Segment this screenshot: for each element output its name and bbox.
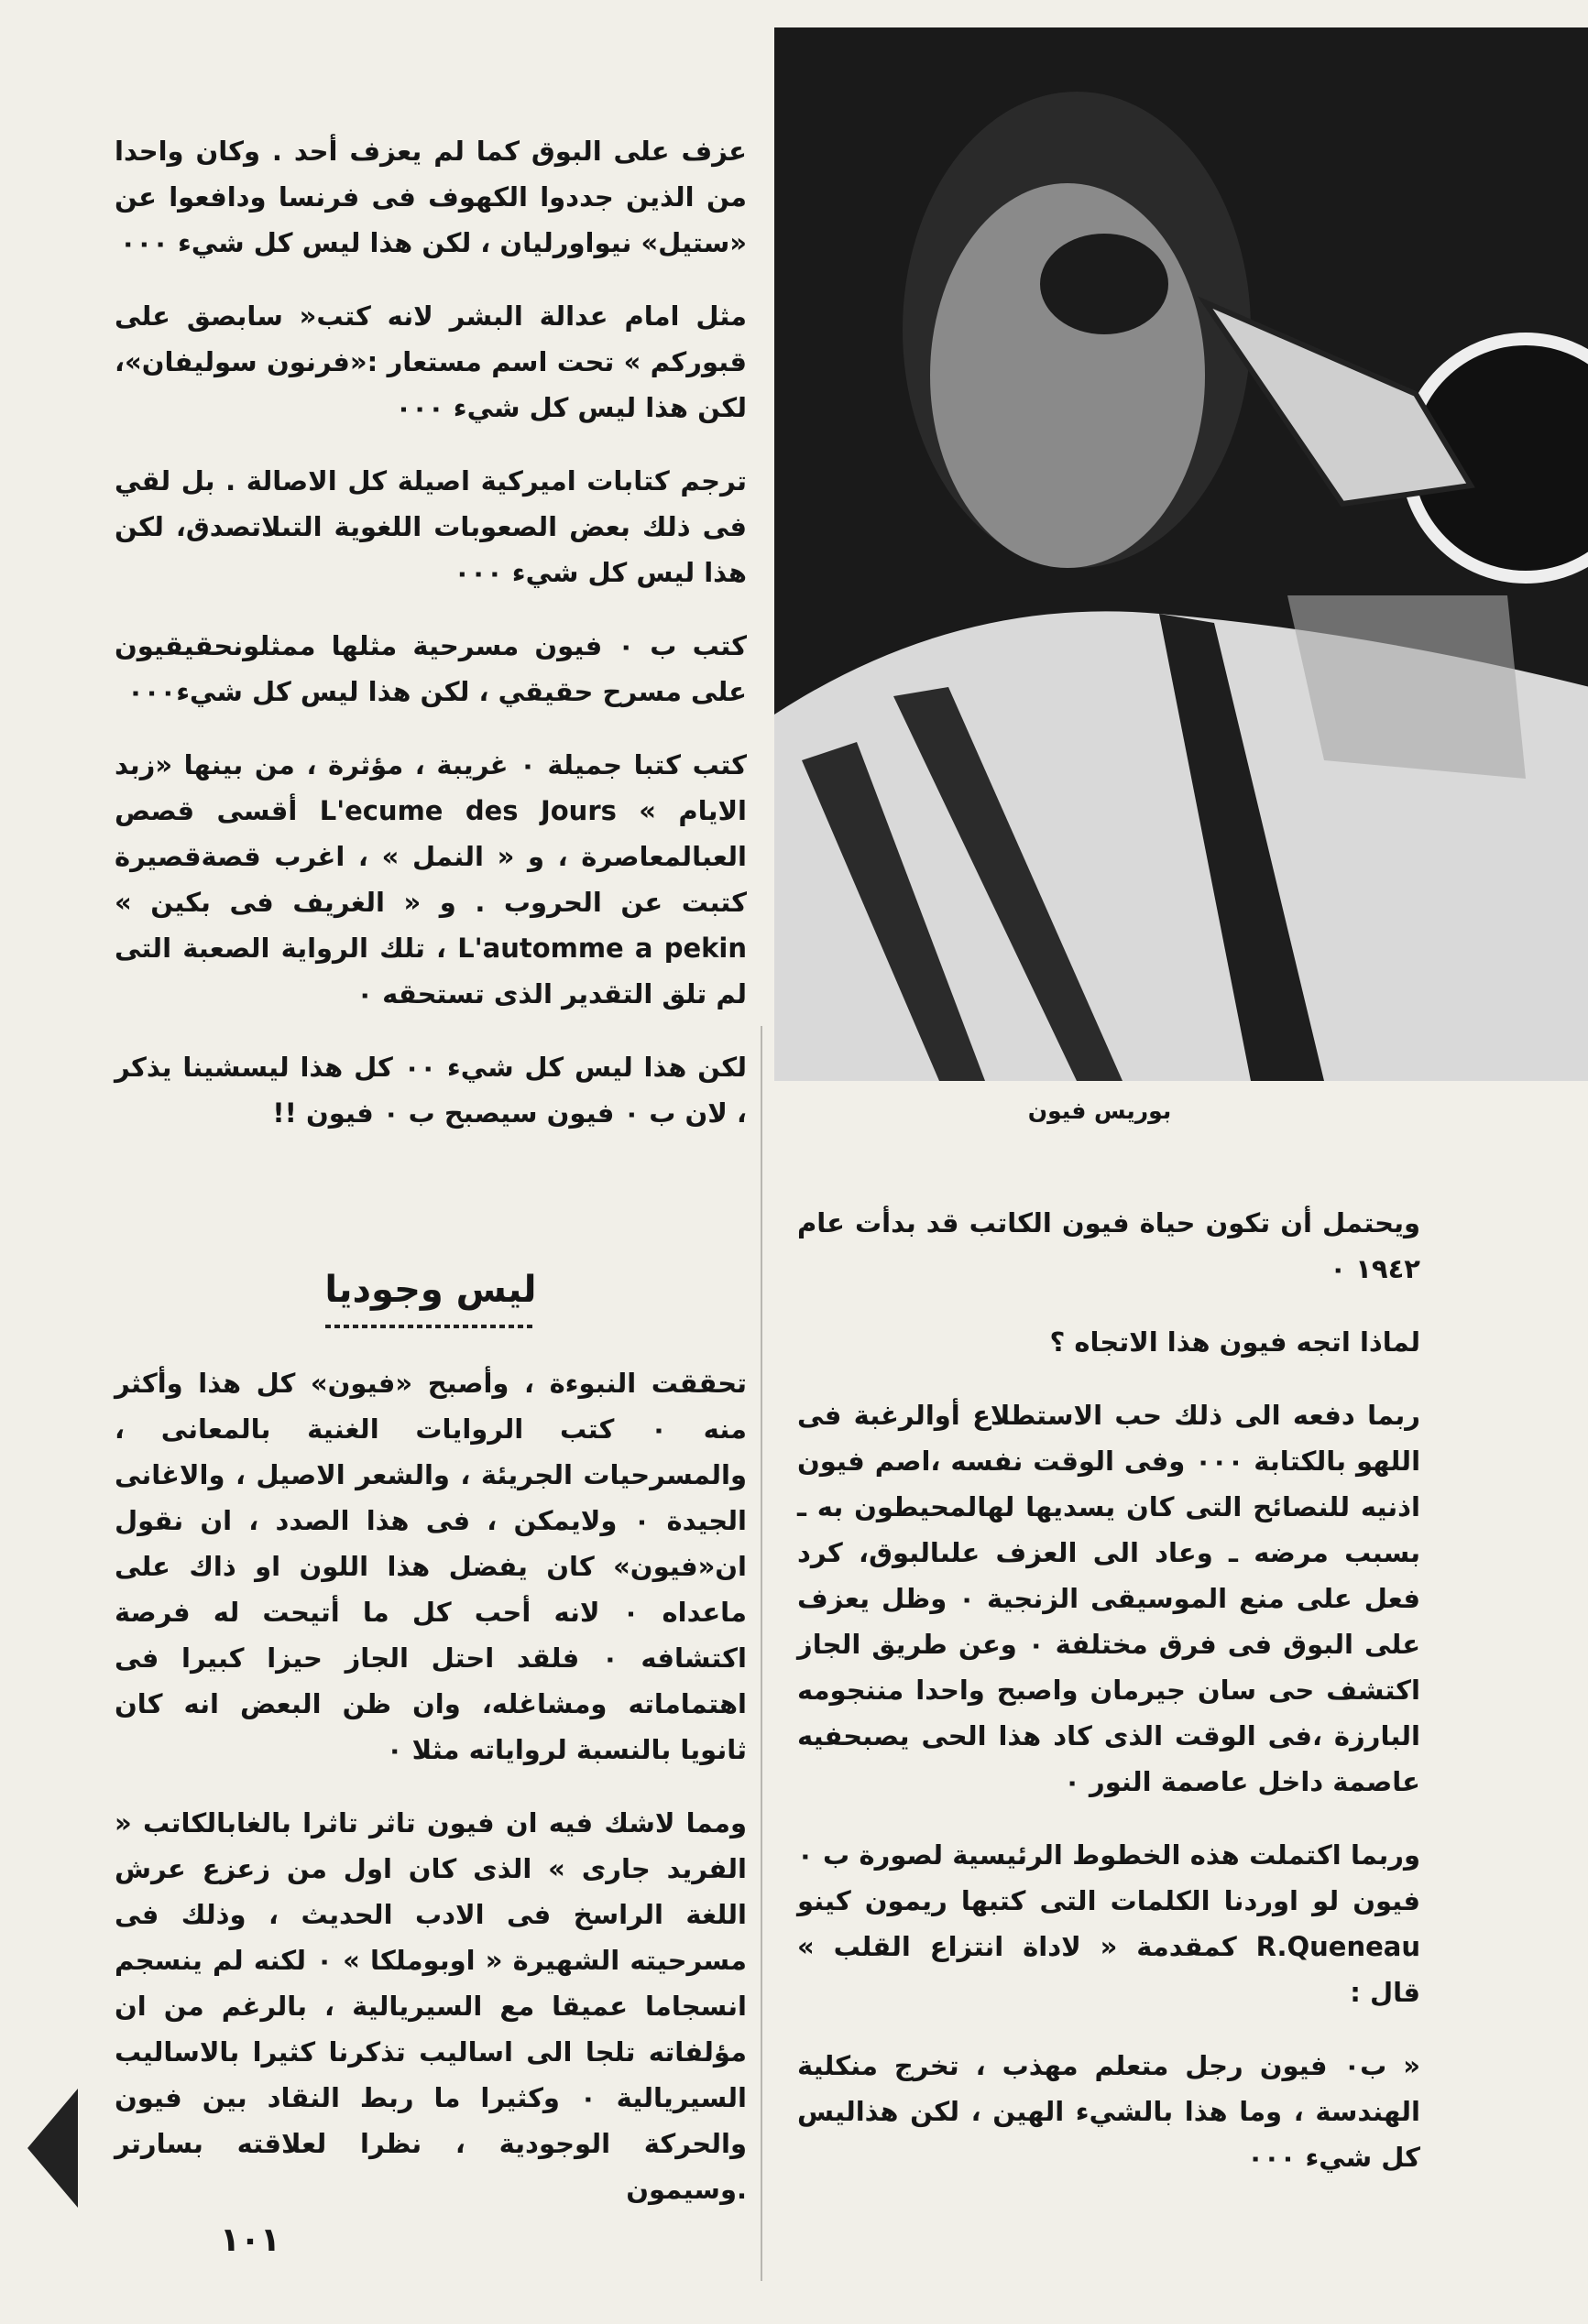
paragraph: ويحتمل أن تكون حياة فيون الكاتب قد بدأت عام ١٩٤٢ ٠ [797,1207,1420,1284]
trumpet-player-photo [774,27,1588,1081]
paragraph: كتب ب ٠ فيون مسرحية مثلها ممثلونحقيقيون على مسرح حقيقي ، لكن هذا ليس كل شيء٠٠٠ [115,630,747,707]
photo-illustration [774,27,1588,1081]
left-column-bottom [115,1360,747,2240]
left-column-top [115,128,747,1163]
paragraph: تحققت النبوءة ، وأصبح «فيون» كل هذا وأكثر منه ٠ كتب الروايات الغنية بالمعانى ، والمسرحيات الجريئة ، والشعر الاصيل ، والاغانى الجيدة ٠ ولايمكن ، فى هذا الصدد ، ان نقول ان«فيون» كان يفضل هذا اللون او ذاك على ماعداه ٠ لانه أحب كل ما أتيحت له فرصة اكتشافه ٠ فلقد احتل الجاز حيزا كبيرا فى اهتماماته ومشاغله، وان ظن البعض انه كان ثانويا بالنسبة لرواياته مثلا ٠ [115,1368,747,1765]
photo-caption: بوريس فيون [1027,1097,1172,1124]
section-heading: ليس وجوديا [324,1269,537,1311]
paragraph: وربما اكتملت هذه الخطوط الرئيسية لصورة ب ٠ فيون لو اوردنا الكلمات التى كتبها ريمون كينو R.Queneau كمقدمة « لاداة انتزاع القلب » قال : [797,1839,1420,2008]
column-divider [761,1026,762,2281]
paragraph: ومما لاشك فيه ان فيون تاثر تاثرا بالغابالكاتب « الفريد جارى » الذى كان اول من زعزع عرش اللغة الراسخ فى الادب الحديث ، وذلك فى مسرحيته الشهيرة « اوبوملكا » ٠ لكنه لم ينسجم انسجاما عميقا مع السيريالية ، بالرغم من ان مؤلفاته تلجا الى اساليب تذكرنا كثيرا بالاساليب السيريالية ٠ وكثيرا ما ربط النقاد بين فيون والحركة الوجودية ، نظرا لعلاقته بسارتر .وسيمون [115,1807,747,2205]
paragraph: ترجم كتابات اميركية اصيلة كل الاصالة . بل لقي فى ذلك بعض الصعوبات اللغوية التىلاتصدق، لكن هذا ليس كل شيء ٠٠٠ [115,465,747,588]
paragraph: عزف على البوق كما لم يعزف أحد . وكان واحدا من الذين جددوا الكهوف فى فرنسا ودافعوا عن «ستيل» نيواورليان ، لكن هذا ليس كل شيء ٠٠٠ [115,136,747,258]
page-number: ١٠١ [220,2221,280,2259]
paragraph: لكن هذا ليس كل شيء ٠٠ كل هذا ليسشينا يذكر ، لان ب ٠ فيون سيصبح ب ٠ فيون !! [115,1052,747,1129]
heading-underline [325,1325,536,1328]
paragraph: لماذا اتجه فيون هذا الاتجاه ؟ [1049,1326,1420,1358]
triangle-arrow-icon [27,2089,78,2208]
paragraph: « ب٠ فيون رجل متعلم مهذب ، تخرج منكلية الهندسة ، وما هذا بالشيء الهين ، لكن هذاليس كل شيء ٠٠٠ [797,2050,1420,2173]
paragraph: مثل امام عدالة البشر لانه كتب« سابصق على قبوركم » تحت اسم مستعار :«فرنون سوليفان»، لكن هذا ليس كل شيء ٠٠٠ [115,300,747,423]
paragraph: ربما دفعه الى ذلك حب الاستطلاع أوالرغبة فى اللهو بالكتابة ٠٠٠ وفى الوقت نفسه ،اصم فيون اذنيه للنصائح التى كان يسديها لهالمحيطون به ـ بسبب مرضه ـ وعاد الى العزف علىالبوق، كرد فعل على منع الموسيقى الزنجية ٠ وظل يعزف على البوق فى فرق مختلفة ٠ وعن طريق الجاز اكتشف حى سان جيرمان واصبح واحدا مننجومه البارزة ،فى الوقت الذى كاد هذا الحى يصبحفيه عاصمة داخل عاصمة النور ٠ [797,1400,1421,1797]
paragraph: كتب كتبا جميلة ٠ غريبة ، مؤثرة ، من بينها «زبد الايام » L'ecume des Jours أقسى قصص العبالمعاصرة ، و « النمل » ، اغرب قصةقصيرة كتبت عن الحروب . و « الغريف فى بكين » L'automme a pekin ، تلك الرواية الصعبة التى لم تلق التقدير الذى تستحقه ٠ [115,749,747,1009]
right-column [797,1200,1420,2208]
